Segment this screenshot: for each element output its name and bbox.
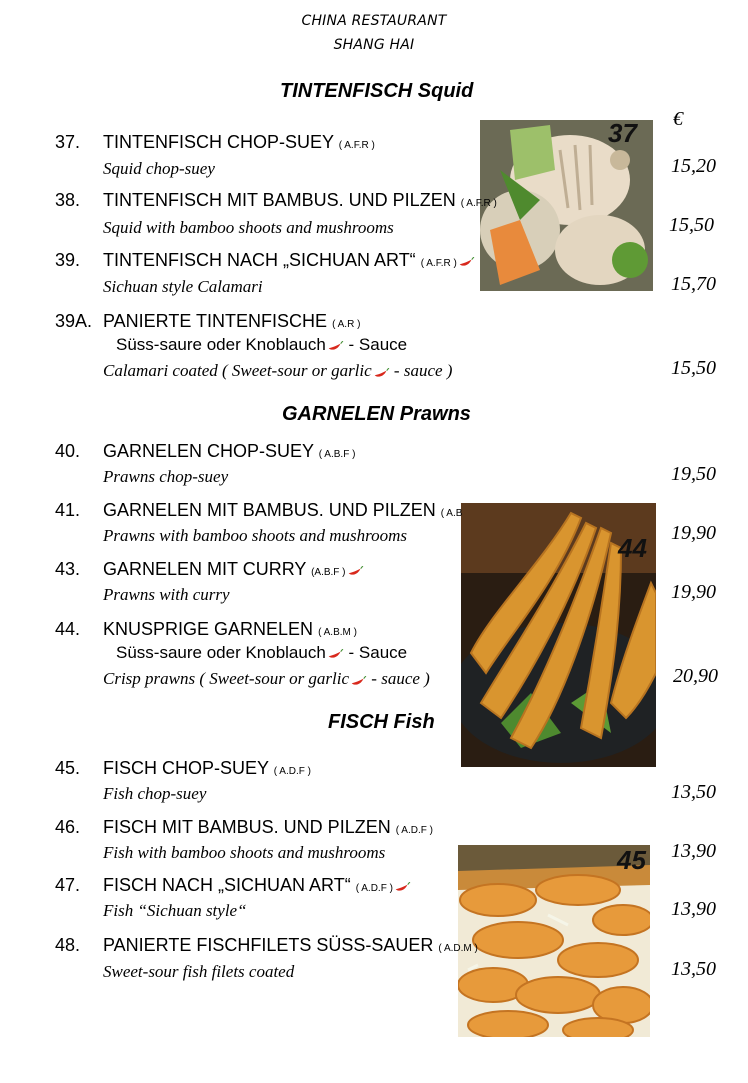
item-name: TINTENFISCH CHOP-SUEY ( A.F.R )	[103, 132, 375, 152]
item-name: TINTENFISCH NACH „SICHUAN ART“ ( A.F.R )	[103, 250, 475, 271]
chili-pepper-icon	[326, 339, 344, 352]
item-number: 45.	[55, 758, 81, 778]
section-title-fish: FISCH Fish	[328, 711, 435, 733]
allergen-codes: (A.B.F )	[311, 567, 346, 578]
item-english-name: Fish chop-suey	[103, 784, 207, 803]
item-number: 43.	[55, 559, 81, 579]
allergen-codes: ( A.D.F )	[395, 825, 433, 836]
item-price: 15,20	[671, 155, 716, 177]
chili-pepper-icon	[346, 564, 364, 577]
item-english-name: Sichuan style Calamari	[103, 277, 263, 296]
photo-badge-45: 45	[617, 845, 646, 875]
item-price: 13,90	[671, 840, 716, 862]
item-english-name: Prawns with curry	[103, 585, 230, 604]
item-name: GARNELEN MIT BAMBUS. UND PILZEN ( A.B	[103, 500, 463, 520]
item-number: 38.	[55, 190, 81, 210]
item-number: 44.	[55, 619, 81, 639]
sauce-option: Süss-saure oder Knoblauch - Sauce	[116, 335, 408, 354]
currency-symbol: €	[673, 108, 683, 130]
item-name: TINTENFISCH MIT BAMBUS. UND PILZEN ( A.F.R )	[103, 190, 497, 210]
item-english-name: Calamari coated ( Sweet-sour or garlic - sauce )	[103, 361, 453, 380]
item-price: 19,90	[671, 522, 716, 544]
allergen-codes: ( A.F.R )	[420, 258, 457, 269]
item-price: 15,50	[671, 357, 716, 379]
allergen-codes: ( A.B.F )	[318, 449, 356, 460]
item-english-name: Sweet-sour fish filets coated	[103, 962, 295, 981]
allergen-codes: ( A.D.F )	[355, 883, 393, 894]
item-number: 37.	[55, 132, 81, 152]
item-price: 13,90	[671, 898, 716, 920]
item-number: 48.	[55, 935, 81, 955]
chili-pepper-icon	[457, 255, 475, 268]
allergen-codes: ( A.F.R )	[460, 198, 497, 209]
item-name: FISCH CHOP-SUEY ( A.D.F )	[103, 758, 311, 778]
item-english-name: Squid chop-suey	[103, 159, 215, 178]
chili-pepper-icon	[326, 647, 344, 660]
item-price: 13,50	[671, 781, 716, 803]
item-name: KNUSPRIGE GARNELEN ( A.B.M )	[103, 619, 357, 639]
item-price: 13,50	[671, 958, 716, 980]
squid-dish-photo	[480, 120, 653, 291]
item-english-name: Fish with bamboo shoots and mushrooms	[103, 843, 386, 862]
item-english-name: Prawns chop-suey	[103, 467, 229, 486]
item-number: 47.	[55, 875, 81, 895]
item-name: PANIERTE TINTENFISCHE ( A.R )	[103, 311, 361, 331]
item-english-name: Crisp prawns ( Sweet-sour or garlic - sauce )	[103, 669, 430, 688]
item-name: FISCH MIT BAMBUS. UND PILZEN ( A.D.F )	[103, 817, 433, 837]
item-number: 46.	[55, 817, 81, 837]
item-price: 20,90	[673, 665, 718, 687]
restaurant-name: CHINA RESTAURANT	[301, 13, 447, 29]
item-price: 15,50	[669, 214, 714, 236]
fish-dish-photo	[458, 845, 650, 1037]
restaurant-subname: SHANG HAI	[333, 37, 415, 53]
item-name: PANIERTE FISCHFILETS SÜSS-SAUER ( A.D.M )	[103, 935, 478, 955]
photo-badge-37: 37	[608, 120, 637, 148]
item-number: 39A.	[55, 311, 93, 331]
allergen-codes: ( A.R )	[332, 319, 361, 330]
item-english-name: Fish “Sichuan style“	[103, 901, 247, 920]
sauce-option: Süss-saure oder Knoblauch - Sauce	[116, 643, 408, 662]
item-name: FISCH NACH „SICHUAN ART“ ( A.D.F )	[103, 875, 411, 896]
item-number: 40.	[55, 441, 81, 461]
item-number: 39.	[55, 250, 81, 270]
item-name: GARNELEN MIT CURRY (A.B.F )	[103, 559, 364, 580]
allergen-codes: ( A.B.M )	[318, 627, 357, 638]
item-price: 15,70	[671, 273, 716, 295]
chili-pepper-icon	[349, 674, 367, 687]
item-number: 41.	[55, 500, 81, 520]
section-title-prawns: GARNELEN Prawns	[282, 403, 471, 425]
section-title-squid: TINTENFISCH Squid	[280, 80, 474, 102]
item-name: GARNELEN CHOP-SUEY ( A.B.F )	[103, 441, 356, 461]
item-price: 19,50	[671, 463, 716, 485]
photo-badge-44: 44	[618, 533, 647, 563]
item-english-name: Prawns with bamboo shoots and mushrooms	[103, 526, 407, 545]
chili-pepper-icon	[393, 880, 411, 893]
chili-pepper-icon	[372, 366, 390, 379]
allergen-codes: ( A.F.R )	[338, 140, 375, 151]
allergen-codes: ( A.D.F )	[273, 766, 311, 777]
allergen-codes: ( A.D.M )	[438, 943, 478, 954]
item-english-name: Squid with bamboo shoots and mushrooms	[103, 218, 394, 237]
prawns-dish-photo	[461, 503, 656, 767]
allergen-codes: ( A.B	[440, 508, 463, 519]
item-price: 19,90	[671, 581, 716, 603]
